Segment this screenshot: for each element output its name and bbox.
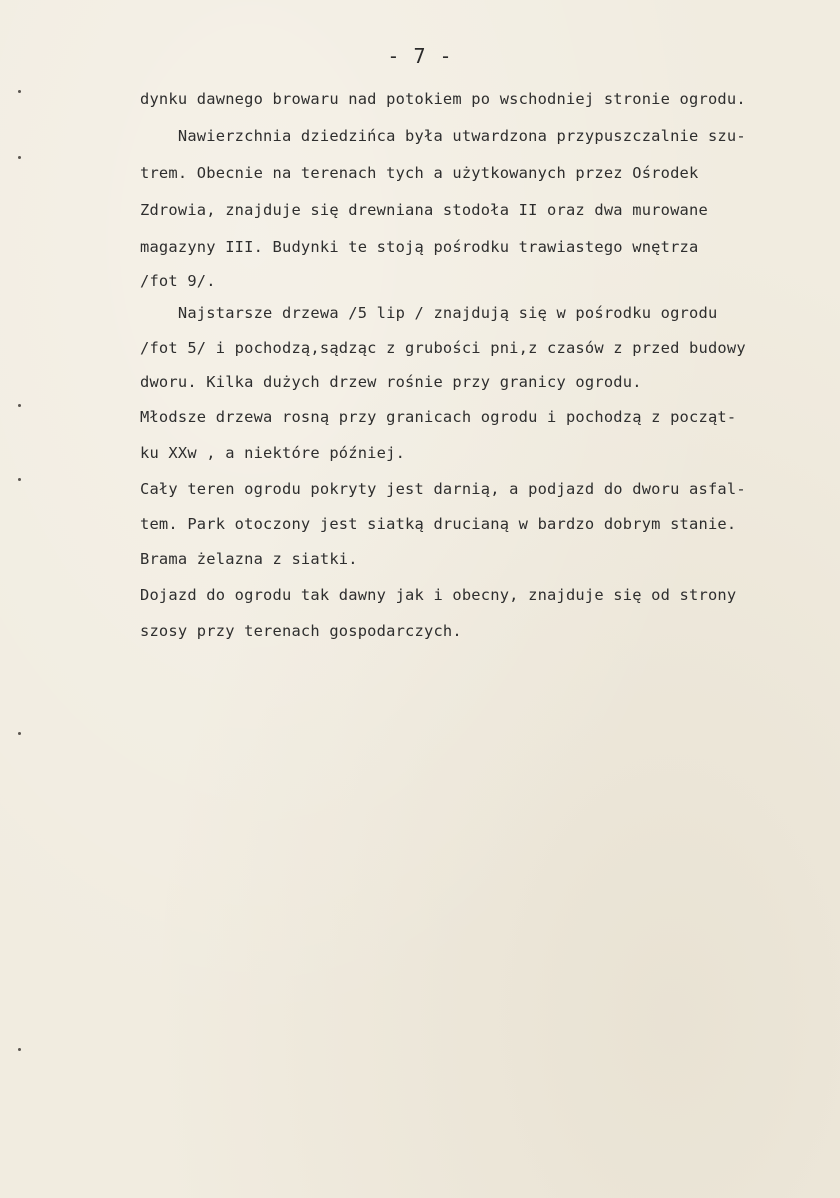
- text-line: Nawierzchnia dziedzińca była utwardzona przypuszczalnie szu-: [140, 127, 746, 145]
- text-line: Cały teren ogrodu pokryty jest darnią, a podjazd do dworu asfal-: [140, 480, 746, 498]
- text-line: szosy przy terenach gospodarczych.: [140, 622, 462, 640]
- text-line: dworu. Kilka dużych drzew rośnie przy granicy ogrodu.: [140, 373, 642, 391]
- margin-mark: [18, 732, 21, 735]
- text-line: trem. Obecnie na terenach tych a użytkowanych przez Ośrodek: [140, 164, 699, 182]
- text-line: /fot 9/.: [140, 272, 216, 290]
- text-line: tem. Park otoczony jest siatką drucianą w bardzo dobrym stanie.: [140, 515, 737, 533]
- margin-mark: [18, 1048, 21, 1051]
- page-number: - 7 -: [387, 44, 453, 68]
- text-line: Dojazd do ogrodu tak dawny jak i obecny, znajduje się od strony: [140, 586, 737, 604]
- text-line: dynku dawnego browaru nad potokiem po wschodniej stronie ogrodu.: [140, 90, 746, 108]
- text-line: Brama żelazna z siatki.: [140, 550, 358, 568]
- margin-mark: [18, 404, 21, 407]
- text-line: /fot 5/ i pochodzą,sądząc z grubości pni,z czasów z przed budowy: [140, 339, 746, 357]
- text-line: magazyny III. Budynki te stoją pośrodku trawiastego wnętrza: [140, 238, 699, 256]
- text-line: ku XXw , a niektóre później.: [140, 444, 406, 462]
- margin-mark: [18, 90, 21, 93]
- margin-mark: [18, 156, 21, 159]
- text-line: Zdrowia, znajduje się drewniana stodoła II oraz dwa murowane: [140, 201, 708, 219]
- margin-mark: [18, 478, 21, 481]
- text-line: Najstarsze drzewa /5 lip / znajdują się w pośrodku ogrodu: [140, 304, 718, 322]
- text-line: Młodsze drzewa rosną przy granicach ogrodu i pochodzą z począt-: [140, 408, 737, 426]
